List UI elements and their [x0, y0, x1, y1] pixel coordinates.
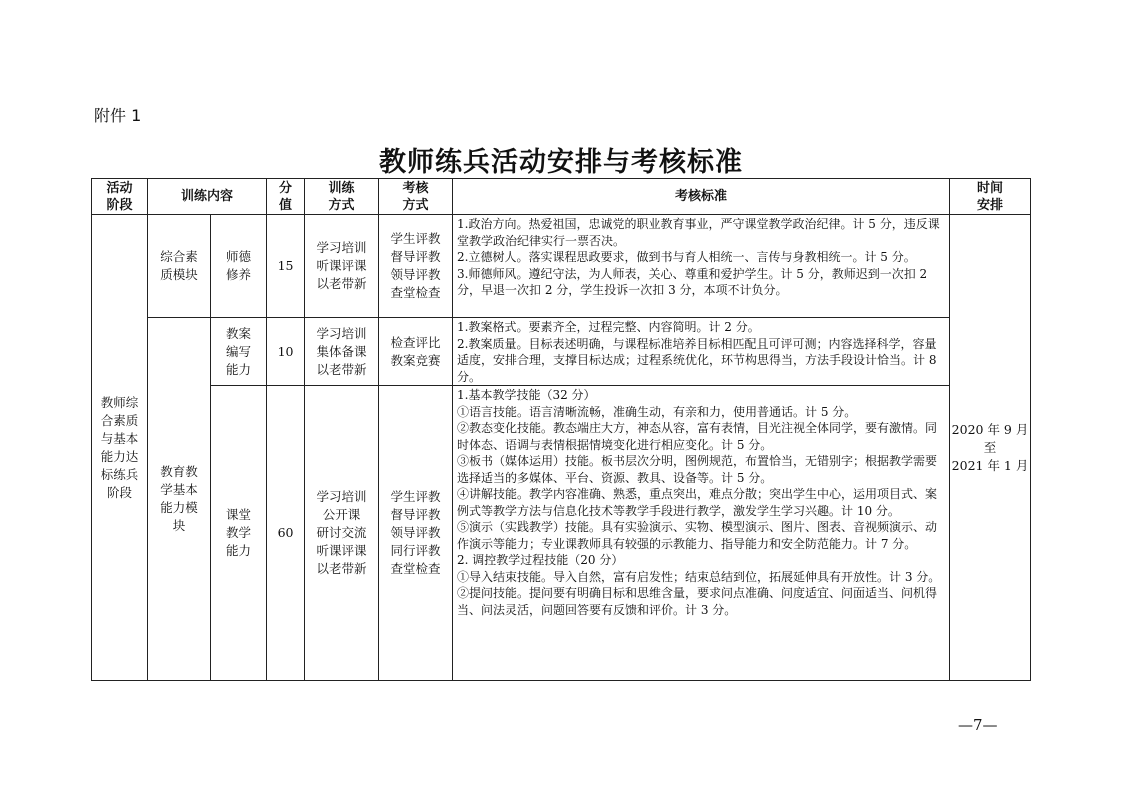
table-header-row	[92, 179, 1031, 215]
header-standard: 考核标准	[453, 179, 950, 215]
table-row	[92, 215, 1031, 318]
assess-cell: 学生评教 督导评教 领导评教 同行评教 查堂检查	[379, 386, 453, 681]
method-cell: 学习培训 听课评课 以老带新	[305, 215, 379, 318]
standard-cell	[453, 318, 950, 386]
module-cell: 综合素 质模块	[148, 215, 211, 318]
item-cell: 教案 编写 能力	[211, 318, 267, 386]
standard-line: ①语言技能。语言清晰流畅，准确生动，有亲和力，使用普通话。计 5 分。	[457, 404, 857, 419]
header-content: 训练内容	[148, 179, 267, 215]
standard-line: 2.立德树人。落实课程思政要求，做到书与育人相统一、言传与身教相统一。计 5 分。	[457, 250, 916, 264]
standard-line: ①导入结束技能。导入自然，富有启发性；结束总结到位，拓展延伸具有开放性。计 3 分。	[457, 569, 941, 584]
standard-line: 3.师德师风。遵纪守法，为人师表，关心、尊重和爱护学生。计 5 分，教师迟到一次扣 2 分，早退一次扣 2 分，学生投诉一次扣 3 分，本项不计负分。	[457, 266, 928, 297]
assess-cell: 学生评教 督导评教 领导评教 查堂检查	[379, 215, 453, 318]
document-title: 教师练兵活动安排与考核标准	[379, 147, 743, 178]
method-cell: 学习培训 集体备课 以老带新	[305, 318, 379, 386]
score-cell: 10	[267, 318, 305, 386]
page-number: —7—	[958, 716, 998, 734]
standard-cell	[453, 386, 950, 681]
item-cell: 课堂 教学 能力	[211, 386, 267, 681]
standard-line: 1.政治方向。热爱祖国，忠诚党的职业教育事业，严守课堂教学政治纪律。计 5 分，违反课堂教学政治纪律实行一票否决。	[457, 217, 940, 248]
standard-line: 2. 调控教学过程技能（20 分）	[457, 553, 624, 567]
score-cell: 60	[267, 386, 305, 681]
standard-line: ②提问技能。提问要有明确目标和思维含量，要求问点准确、问度适宜、问面适当、问机得当、问法灵活，问题回答要有反馈和评价。计 3 分。	[457, 586, 938, 617]
method-cell: 学习培训 公开课 研讨交流 听课评课 以老带新	[305, 386, 379, 681]
item-cell: 师德 修养	[211, 215, 267, 318]
module-cell: 教育教 学基本 能力模 块	[148, 318, 211, 681]
standard-line: 1.基本教学技能（32 分）	[457, 388, 596, 402]
standard-line: ⑤演示（实践教学）技能。具有实验演示、实物、模型演示、图片、图表、音视频演示、动作演示等能力；专业课教师具有较强的示教能力、指导能力和安全防范能力。计 7 分。	[457, 520, 938, 551]
score-cell: 15	[267, 215, 305, 318]
standard-line: 2.教案质量。目标表述明确，与课程标准培养目标相匹配且可评可测；内容选择科学，容量适度，安排合理，支撑目标达成；过程系统优化，环节构思得当，方法手段设计恰当。计 8 分。	[457, 336, 937, 384]
time-cell: 2020 年 9 月 至 2021 年 1 月	[950, 215, 1031, 681]
attachment-label: 附件 1	[94, 106, 142, 125]
header-stage: 活动 阶段	[92, 179, 148, 215]
standard-cell	[453, 215, 950, 318]
table-row	[92, 318, 1031, 386]
standard-line: ②教态变化技能。教态端庄大方，神态从容，富有表情，目光注视全体同学，要有激情。同时体态、语调与表情根据情境变化进行相应变化。计 5 分。	[457, 421, 938, 452]
stage-cell: 教师综 合素质 与基本 能力达 标练兵 阶段	[92, 215, 148, 681]
header-score: 分 值	[267, 179, 305, 215]
header-method: 训练 方式	[305, 179, 379, 215]
standard-line: ④讲解技能。教学内容准确、熟悉，重点突出，难点分散；突出学生中心，运用项目式、案例式等教学方法与信息化技术等教学手段进行教学，激发学生学习兴趣。计 10 分。	[457, 487, 938, 518]
header-time: 时间 安排	[950, 179, 1031, 215]
standard-line: ③板书（媒体运用）技能。板书层次分明，图例规范，布置恰当，无错别字；根据教学需要选择适当的多媒体、平台、资源、教具、设备等。计 5 分。	[457, 454, 938, 485]
header-assess-method: 考核 方式	[379, 179, 453, 215]
standard-line: 1.教案格式。要素齐全，过程完整、内容简明。计 2 分。	[457, 320, 760, 334]
table-row	[92, 386, 1031, 681]
assessment-table	[91, 178, 1031, 681]
assess-cell: 检查评比 教案竞赛	[379, 318, 453, 386]
